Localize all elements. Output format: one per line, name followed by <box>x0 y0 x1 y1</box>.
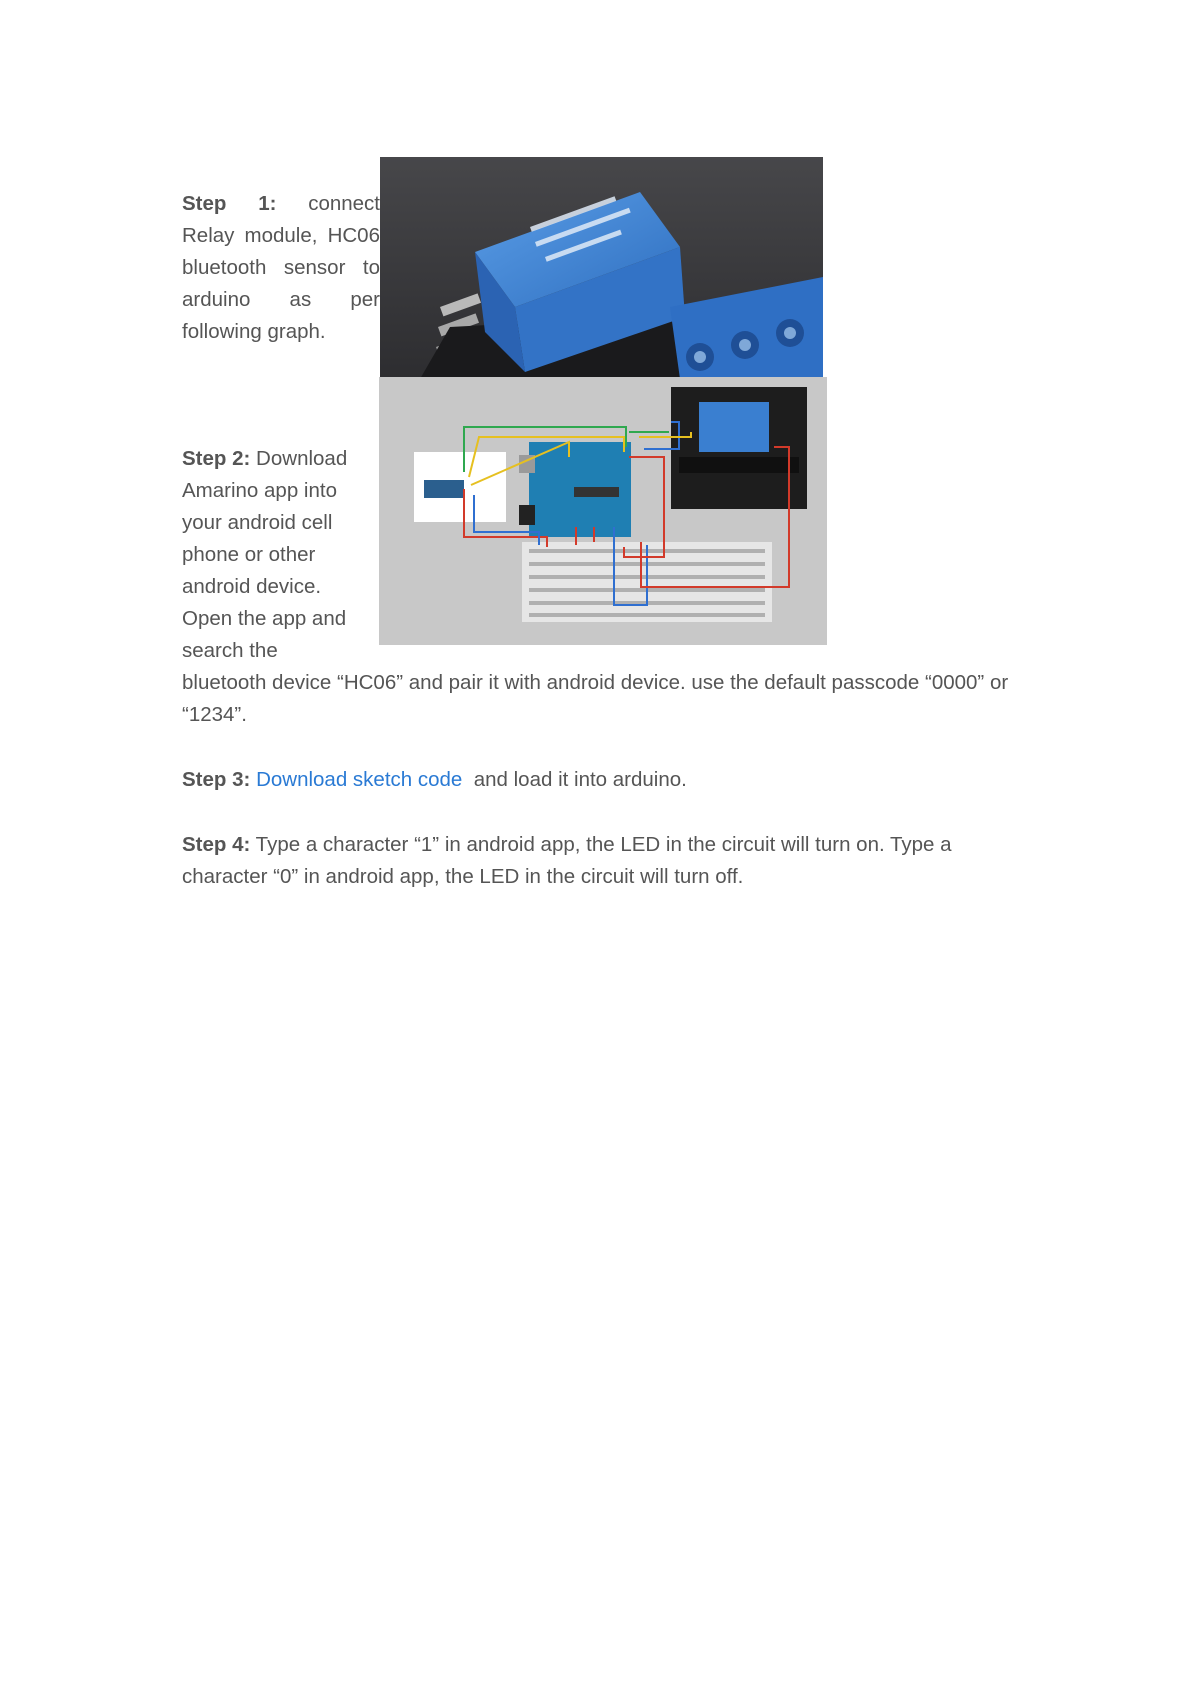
step-4-label: Step 4: <box>182 833 251 856</box>
step-1-paragraph <box>182 188 380 348</box>
step-2-continued: bluetooth device “HC06” and pair it with android device. use the default passcode “0000” or “1234”. <box>182 671 1009 726</box>
step-1-text: connect Relay module, HC06 bluetooth sensor to arduino as per following graph. <box>182 192 380 343</box>
step-2-text: Download Amarino app into your android cell phone or other android device. Open the app and search the <box>182 447 348 662</box>
step-1-label: Step 1: <box>182 192 277 215</box>
wiring-diagram-image <box>379 377 827 645</box>
download-sketch-code-link[interactable]: Download sketch code <box>256 768 463 791</box>
relay-module-photo <box>380 157 823 379</box>
step-2-label: Step 2: <box>182 447 251 470</box>
step-4-paragraph <box>182 829 1032 893</box>
step-4-text: Type a character “1” in android app, the LED in the circuit will turn on. Type a character “0” in android app, the LED in the circuit will turn off. <box>182 833 952 888</box>
step-3-text: and load it into arduino. <box>462 768 687 791</box>
step-2-paragraph <box>182 443 372 667</box>
step-3-paragraph <box>182 764 1032 796</box>
step-3-label: Step 3: <box>182 768 251 791</box>
